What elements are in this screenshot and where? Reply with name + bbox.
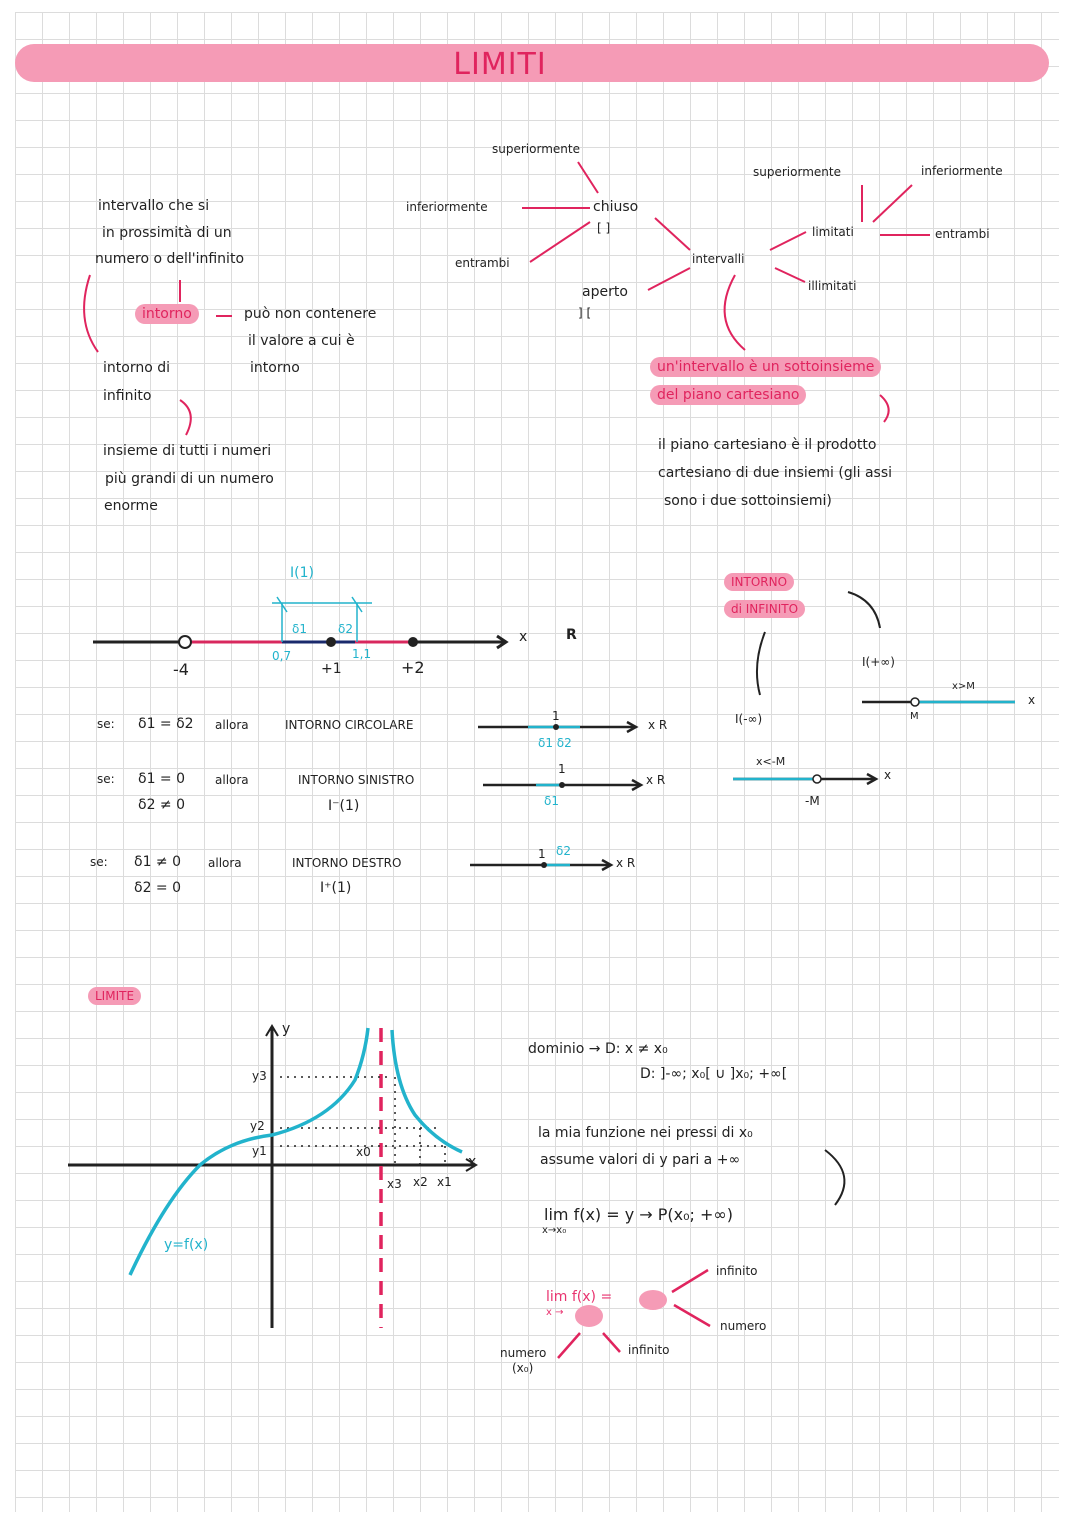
- delta1-label: δ1: [292, 622, 307, 636]
- node-limitati: limitati: [812, 225, 854, 239]
- y1-label: y1: [252, 1144, 267, 1158]
- highlight-line: un'intervallo è un sottoinsieme: [650, 357, 881, 377]
- node-chiuso: chiuso: [593, 199, 639, 215]
- plus-condition: x>M: [952, 681, 975, 692]
- node-entrambi: entrambi: [455, 256, 510, 270]
- node-superiormente-2: superiormente: [753, 165, 841, 179]
- condition: δ1 = 0: [138, 771, 186, 787]
- page-title: LIMITI: [453, 47, 547, 82]
- point-label: 1: [552, 709, 560, 723]
- plus-point: M: [910, 711, 919, 722]
- note-line: il valore a cui è: [248, 333, 355, 349]
- highlight-line: del piano cartesiano: [650, 385, 806, 405]
- infinity-line: intorno di: [103, 360, 170, 376]
- axis-label: x R: [616, 856, 636, 870]
- infinity-def-line: più grandi di un numero: [105, 471, 274, 487]
- tick-label: -4: [173, 660, 189, 679]
- plus-infinity-label: I(+∞): [862, 655, 895, 669]
- point-label: 1: [538, 847, 546, 861]
- x1-label: x1: [437, 1175, 452, 1189]
- scheme-lim: lim f(x) =: [546, 1289, 613, 1305]
- infinity-highlight: di INFINITO: [724, 600, 805, 618]
- domain-line: dominio → D: x ≠ x₀: [528, 1041, 668, 1057]
- axis-label: x: [519, 629, 528, 645]
- desc-line: la mia funzione nei pressi di x₀: [538, 1125, 753, 1141]
- tick-label: +2: [401, 658, 425, 677]
- se-label: se:: [97, 717, 115, 731]
- node-aperto: aperto: [582, 284, 628, 300]
- deltas-label: δ1: [544, 794, 559, 808]
- case-symbol: I⁻(1): [328, 798, 360, 814]
- intorno-connectors: [84, 275, 232, 435]
- node-superiormente: superiormente: [492, 142, 580, 156]
- infinity-highlight: INTORNO: [724, 573, 794, 591]
- graph-y-label: y: [282, 1021, 291, 1037]
- se-label: se:: [90, 855, 108, 869]
- scheme-top: infinito: [716, 1264, 758, 1278]
- intorno-highlight: intorno: [135, 304, 199, 324]
- set-label: R: [566, 627, 577, 643]
- x3-label: x3: [387, 1177, 402, 1191]
- x2-label: x2: [413, 1175, 428, 1189]
- minus-axis: x: [884, 768, 892, 782]
- note-line: sono i due sottoinsiemi): [664, 493, 832, 509]
- delta2-label: δ2: [338, 622, 353, 636]
- desc-line: assume valori di y pari a +∞: [540, 1152, 741, 1168]
- axis-label: x R: [648, 718, 668, 732]
- y3-label: y3: [252, 1069, 267, 1083]
- scheme-bottom: numero: [720, 1319, 767, 1333]
- domain-line: D: ]-∞; x₀[ ∪ ]x₀; +∞[: [640, 1066, 788, 1082]
- case-result: INTORNO SINISTRO: [298, 773, 415, 787]
- condition: δ2 = 0: [134, 880, 182, 896]
- limit-scheme: [558, 1150, 844, 1358]
- point-label: 1: [558, 762, 566, 776]
- se-label: se:: [97, 772, 115, 786]
- limite-highlight: LIMITE: [88, 987, 141, 1005]
- condition: δ2 ≠ 0: [138, 797, 186, 813]
- scheme-right: infinito: [628, 1343, 670, 1357]
- deltas-label: δ2: [556, 844, 571, 858]
- node-inferiormente: inferiormente: [406, 200, 488, 214]
- node-intervalli: intervalli: [692, 252, 745, 266]
- aperto-symbol: ] [: [578, 306, 592, 320]
- limit-subscript: x→x₀: [542, 1225, 567, 1236]
- left-end-label: 0,7: [272, 649, 292, 663]
- minus-infinity-label: I(-∞): [735, 712, 763, 726]
- case-result: INTORNO DESTRO: [292, 856, 402, 870]
- interval-label: I(1): [290, 565, 314, 581]
- case-symbol: I⁺(1): [320, 880, 352, 896]
- definition-line: numero o dell'infinito: [95, 251, 245, 267]
- infinity-line: infinito: [103, 388, 152, 404]
- right-end-label: 1,1: [352, 647, 372, 661]
- node-entrambi-2: entrambi: [935, 227, 990, 241]
- limit-formula: lim f(x) = y → P(x₀; +∞): [544, 1205, 733, 1224]
- note-line: intorno: [250, 360, 300, 376]
- note-line: il piano cartesiano è il prodotto: [658, 437, 877, 453]
- case-result: INTORNO CIRCOLARE: [285, 718, 414, 732]
- allora-label: allora: [215, 773, 249, 787]
- chiuso-symbol: [ ]: [597, 221, 611, 235]
- deltas-label: δ1 δ2: [538, 736, 572, 750]
- scheme-sub: x →: [546, 1307, 564, 1318]
- node-inferiormente-2: inferiormente: [921, 164, 1003, 178]
- scheme-left-2: (x₀): [512, 1361, 534, 1375]
- tick-label: +1: [321, 661, 342, 677]
- graph-x-label: x: [468, 1154, 477, 1170]
- x0-label: x0: [356, 1145, 371, 1159]
- condition: δ1 = δ2: [138, 716, 194, 732]
- note-line: cartesiano di due insiemi (gli assi: [658, 465, 893, 481]
- y2-label: y2: [250, 1119, 265, 1133]
- infinity-def-line: insieme di tutti i numeri: [103, 443, 272, 459]
- minus-point: -M: [805, 794, 820, 808]
- note-line: può non contenere: [244, 306, 377, 322]
- axis-label: x R: [646, 773, 666, 787]
- allora-label: allora: [208, 856, 242, 870]
- allora-label: allora: [215, 718, 249, 732]
- definition-line: intervallo che si: [98, 198, 210, 214]
- function-label: y=f(x): [164, 1237, 209, 1253]
- node-illimitati: illimitati: [808, 279, 857, 293]
- condition: δ1 ≠ 0: [134, 854, 182, 870]
- infinity-def-line: enorme: [104, 498, 158, 514]
- definition-line: in prossimità di un: [102, 225, 232, 241]
- minus-condition: x<-M: [756, 755, 786, 768]
- plus-axis: x: [1028, 693, 1036, 707]
- scheme-left: numero: [500, 1346, 547, 1360]
